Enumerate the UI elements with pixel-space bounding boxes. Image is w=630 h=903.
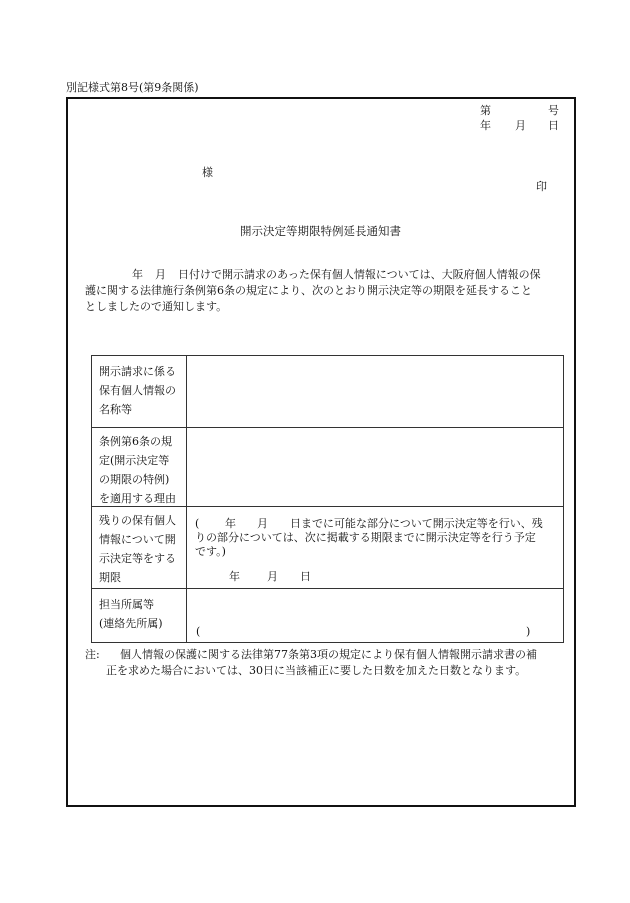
number-go: 号 (548, 104, 559, 117)
notice-year: 年 (132, 268, 143, 281)
row-label-reason: 条例第6条の規 定(開示決定等 の期限の特例) を適用する理由 (99, 435, 176, 505)
date-year: 年 (480, 119, 491, 132)
final-month: 月 (267, 570, 278, 583)
note-prefix: 注: (85, 648, 100, 661)
recipient-sama: 様 (202, 166, 213, 179)
date-month: 月 (515, 119, 526, 132)
table-column-divider (186, 356, 187, 642)
deadline-text-3: です。) (195, 545, 226, 558)
deadline-text-2: りの部分については、次に掲載する期限までに開示決定等を行う予定 (195, 531, 536, 544)
deadline-text-1: 日までに可能な部分について開示決定等を行い、残 (290, 517, 543, 530)
notice-month: 月 (155, 268, 166, 281)
details-table (91, 355, 564, 643)
deadline-year: 年 (225, 517, 236, 530)
notice-line2: 護に関する法律施行条例第6条の規定により、次のとおり開示決定等の期限を延長すること (85, 284, 532, 297)
contact-close-paren: ) (526, 625, 531, 638)
note-line1: 個人情報の保護に関する法律第77条第3項の規定により保有個人情報開示請求書の補 (120, 648, 537, 661)
row-label-request-target: 開示請求に係る 保有個人情報の 名称等 (99, 365, 176, 416)
deadline-month: 月 (257, 517, 268, 530)
table-row-divider (92, 427, 563, 428)
contact-open-paren: ( (196, 625, 201, 638)
document-title: 開示決定等期限特例延長通知書 (240, 224, 401, 238)
note-line2: 正を求めた場合においては、30日に当該補正に要した日数を加えた日数となります。 (106, 664, 527, 677)
notice-line3: としましたので通知します。 (85, 300, 228, 313)
table-row-divider (92, 588, 563, 589)
number-dai: 第 (480, 104, 491, 117)
seal-mark: 印 (536, 180, 547, 193)
notice-line1: 日付けで開示請求のあった保有個人情報については、大阪府個人情報の保 (178, 268, 541, 281)
form-label: 別記様式第8号(第9条関係) (66, 81, 199, 94)
row-label-deadline: 残りの保有個人 情報について開 示決定等をする 期限 (99, 514, 176, 584)
deadline-open-paren: ( (195, 517, 200, 530)
row-label-department: 担当所属等 (連絡先所属) (99, 598, 163, 630)
date-day: 日 (548, 119, 559, 132)
final-day: 日 (300, 570, 311, 583)
final-year: 年 (229, 570, 240, 583)
